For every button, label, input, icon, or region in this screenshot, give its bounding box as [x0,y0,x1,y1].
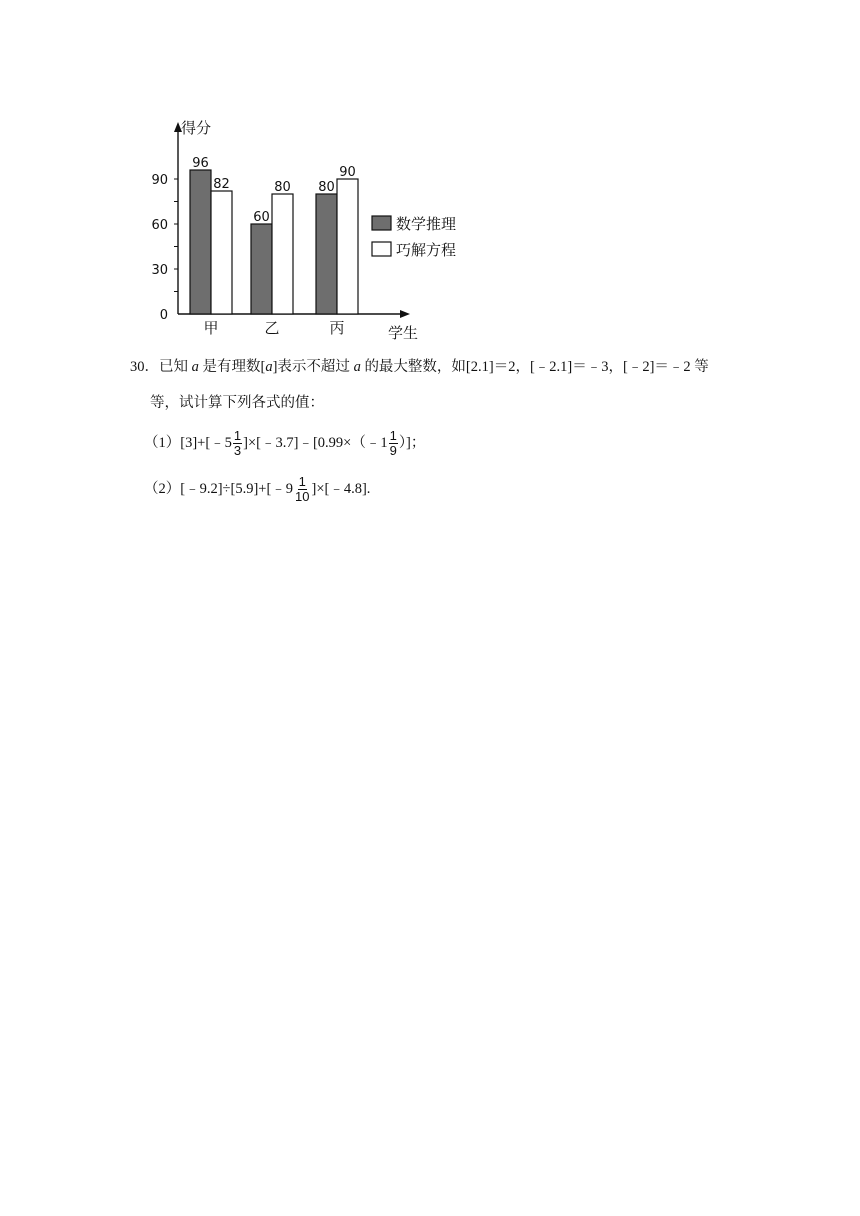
x-tick-label: 甲 [203,319,219,337]
fraction-one-ninth: $\frac{1}{9}$ [389,428,397,458]
y-tick-label: 60 [151,218,168,233]
part-2 [144,475,370,504]
bar-value-label: 80 [318,180,335,195]
bar-chart [140,112,470,344]
bar-value-label: 90 [339,165,356,180]
question-line-2 [150,393,324,413]
bar-value-label: 60 [253,210,270,225]
x-axis-arrow [400,310,410,318]
part-1 [144,429,425,458]
question-text: 等，试计算下列各式的值： [150,395,324,411]
question-text: 已知 [159,359,192,375]
bar-value-label: 82 [213,177,230,192]
variable-a: a [191,359,199,375]
bar [272,194,293,314]
variable-a: a [265,359,273,375]
bar-value-label: 80 [274,180,291,195]
part-2-suffix: ]×[﹣4.8]. [311,480,371,497]
question-line-1 [130,357,709,377]
legend-swatch [372,216,391,230]
question-text: 是有理数[ [198,359,266,375]
question-number: 30． [130,359,159,375]
variable-a: a [353,359,361,375]
fraction-one-tenth: $\frac{1}{10}$ [295,474,310,504]
bar [190,170,211,314]
fraction-one-third: $\frac{1}{3}$ [233,428,242,458]
bar [211,191,232,314]
y-axis-label: 得分 [181,119,212,137]
y-tick-label: 0 [159,308,168,323]
part-1-prefix: （1）[3]+[﹣5 [144,434,232,451]
part-1-mid: ]×[﹣3.7]﹣[0.99×（﹣1 [243,434,388,451]
x-axis-label: 学生 [388,324,419,342]
y-tick-label: 30 [151,263,168,278]
bar [251,224,272,314]
x-tick-label: 乙 [264,319,280,337]
part-1-suffix: ）]； [398,434,426,451]
bar [337,179,358,314]
chart-legend [372,215,456,259]
legend-label: 数学推理 [396,215,457,233]
legend-label: 巧解方程 [396,241,457,259]
legend-swatch [372,242,391,256]
bar-value-label: 96 [192,156,209,171]
x-tick-label: 丙 [329,319,345,337]
question-text: 的最大整数，如[2.1]＝2，[﹣2.1]＝﹣3，[﹣2]＝﹣2 等 [360,359,709,375]
y-tick-label: 90 [151,173,168,188]
part-2-prefix: （2）[﹣9.2]÷[5.9]+[﹣9 [144,480,294,497]
bar [316,194,337,314]
question-text: ]表示不超过 [272,359,354,375]
